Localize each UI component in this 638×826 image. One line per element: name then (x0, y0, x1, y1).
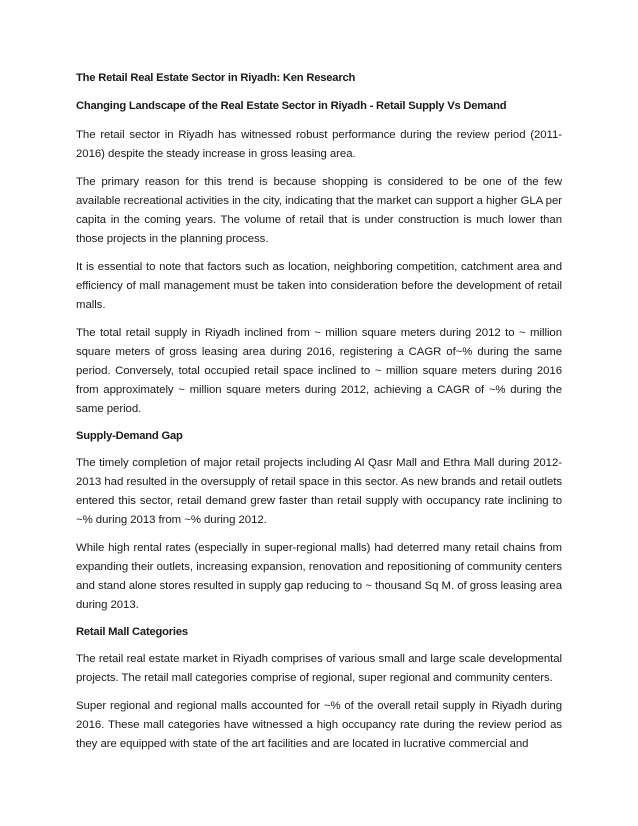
intro-paragraph: The retail sector in Riyadh has witnessed robust performance during the review period (2011-2016) despite the steady increase in gross leasing area. (76, 129, 562, 160)
section-heading-supply-demand: Supply-Demand Gap (76, 430, 183, 442)
mall-categories-paragraph: Super regional and regional malls accounted for ~% of the overall retail supply in Riyadh during 2016. These mall categories have witnessed a high occupancy rate during the review period as they are equipped with state of the art facilities and are located in lucrative commercial and (76, 700, 562, 750)
mall-categories-paragraph: The retail real estate market in Riyadh comprises of various small and large scale developmental projects. The retail mall categories comprise of regional, super regional and community centers. (76, 653, 562, 684)
document-page (76, 70, 562, 814)
intro-paragraph: The primary reason for this trend is because shopping is considered to be one of the few available recreational activities in the city, indicating that the market can support a higher GLA per capita in the coming years. The volume of retail that is under construction is much lower than those projects in the planning process. (76, 176, 562, 245)
section-heading-mall-categories: Retail Mall Categories (76, 626, 188, 638)
supply-demand-paragraph: The timely completion of major retail projects including Al Qasr Mall and Ethra Mall during 2012-2013 had resulted in the oversupply of retail space in this sector. As new brands and retail outlets entered this sector, retail demand grew faster than retail supply with occupancy rate inclining to ~% during 2013 from ~% during 2012. (76, 457, 562, 526)
intro-paragraph: It is essential to note that factors such as location, neighboring competition, catchment area and efficiency of mall management must be taken into consideration before the development of retail malls. (76, 261, 562, 311)
supply-demand-paragraph: While high rental rates (especially in super-regional malls) had deterred many retail chains from expanding their outlets, increasing expansion, renovation and repositioning of community centers and stand alone stores resulted in supply gap reducing to ~ thousand Sq M. of gross leasing area during 2013. (76, 542, 562, 611)
intro-paragraph: The total retail supply in Riyadh inclined from ~ million square meters during 2012 to ~ million square meters of gross leasing area during 2016, registering a CAGR of~% during the same period. Conversely, total occupied retail space inclined to ~ million square meters during 2016 from approximately ~ million square meters during 2012, achieving a CAGR of ~% during the same period. (76, 327, 562, 415)
document-title: The Retail Real Estate Sector in Riyadh: Ken Research (76, 72, 356, 84)
document-subtitle: Changing Landscape of the Real Estate Sector in Riyadh - Retail Supply Vs Demand (76, 100, 507, 112)
